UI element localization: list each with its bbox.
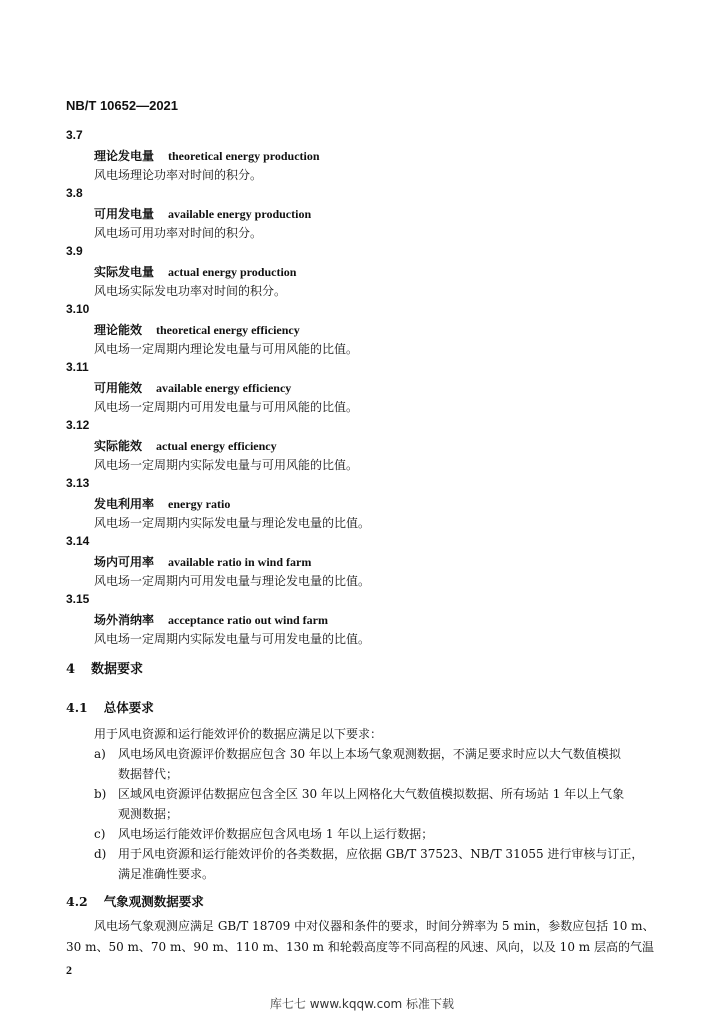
term-definition: 风电场实际发电功率对时间的积分。 (94, 284, 287, 298)
term-zh: 发电利用率 (94, 497, 155, 511)
term-zh: 实际能效 (94, 439, 143, 453)
paragraph: 风电场气象观测应满足 GB/T 18709 中对仪器和条件的要求，时间分辨率为 5 min，参数应包括 10 m、 (94, 919, 655, 933)
paragraph-continuation: 30 m、50 m、70 m、90 m、110 m、130 m 和轮毂高度等不同高程的风速、风向，以及 10 m 层高的气温 (66, 940, 654, 954)
term-definition: 风电场理论功率对时间的积分。 (94, 168, 263, 182)
clause-number: 3.13 (66, 476, 90, 490)
term-en: actual energy production (168, 265, 297, 279)
term-zh: 场内可用率 (94, 555, 155, 569)
term-zh: 理论能效 (94, 323, 143, 337)
list-label: d) (94, 847, 107, 861)
term-heading (94, 263, 296, 280)
term-heading (94, 437, 277, 454)
section-heading (66, 658, 143, 677)
list-label: b) (94, 787, 107, 801)
clause-number: 3.7 (66, 128, 83, 142)
list-label: c) (94, 827, 106, 841)
term-zh: 可用发电量 (94, 207, 155, 221)
term-en: actual energy efficiency (156, 439, 277, 453)
paragraph: 用于风电资源和运行能效评价的数据应满足以下要求： (94, 727, 383, 741)
term-definition: 风电场一定周期内可用发电量与理论发电量的比值。 (94, 574, 371, 588)
term-heading (94, 495, 230, 512)
subsection-number: 4.1 (66, 700, 88, 715)
term-heading (94, 611, 328, 628)
term-zh: 场外消纳率 (94, 613, 155, 627)
term-zh: 实际发电量 (94, 265, 155, 279)
term-heading (94, 379, 291, 396)
list-label: a) (94, 747, 106, 761)
subsection-title: 气象观测数据要求 (103, 894, 204, 909)
footer-watermark: 库七七 www.kqqw.com 标准下载 (269, 997, 455, 1011)
clause-number: 3.12 (66, 418, 90, 432)
term-heading (94, 553, 311, 570)
section-title: 数据要求 (91, 662, 144, 677)
term-definition: 风电场一定周期内实际发电量与可用风能的比值。 (94, 458, 359, 472)
list-item-continuation: 观测数据； (118, 807, 179, 821)
term-definition: 风电场一定周期内理论发电量与可用风能的比值。 (94, 342, 359, 356)
term-en: acceptance ratio out wind farm (168, 613, 328, 627)
list-item (94, 745, 621, 762)
list-item-continuation: 数据替代； (118, 767, 179, 781)
standard-code: NB/T 10652—2021 (66, 98, 179, 113)
subsection-title: 总体要求 (103, 700, 154, 715)
term-heading (94, 147, 320, 164)
clause-number: 3.15 (66, 592, 90, 606)
term-definition: 风电场一定周期内实际发电量与理论发电量的比值。 (94, 516, 371, 530)
term-definition: 风电场可用功率对时间的积分。 (94, 226, 263, 240)
clause-number: 3.11 (66, 360, 89, 374)
term-heading (94, 205, 311, 222)
list-item (94, 825, 433, 842)
term-definition: 风电场一定周期内可用发电量与可用风能的比值。 (94, 400, 359, 414)
subsection-heading (66, 892, 204, 910)
term-heading (94, 321, 300, 338)
term-en: available energy efficiency (156, 381, 292, 395)
list-text: 用于风电资源和运行能效评价的各类数据，应依据 GB/T 37523、NB/T 31055 进行审核与订正， (118, 847, 644, 861)
section-number: 4 (66, 662, 76, 677)
clause-number: 3.14 (66, 534, 90, 548)
clause-number: 3.9 (66, 244, 83, 258)
term-zh: 理论发电量 (94, 149, 155, 163)
list-text: 风电场运行能效评价数据应包含风电场 1 年以上运行数据； (118, 827, 434, 841)
term-en: available energy production (168, 207, 312, 221)
term-zh: 可用能效 (94, 381, 143, 395)
term-definition: 风电场一定周期内实际发电量与可用发电量的比值。 (94, 632, 371, 646)
clause-number: 3.8 (66, 186, 83, 200)
clause-number: 3.10 (66, 302, 90, 316)
term-en: available ratio in wind farm (168, 555, 312, 569)
subsection-number: 4.2 (66, 894, 88, 909)
term-en: theoretical energy production (168, 149, 320, 163)
list-item (94, 785, 624, 802)
list-item (94, 845, 643, 862)
page-number: 2 (66, 963, 72, 977)
subsection-heading (66, 698, 154, 716)
term-en: energy ratio (168, 497, 231, 511)
term-en: theoretical energy efficiency (156, 323, 300, 337)
list-text: 风电场风电资源评价数据应包含 30 年以上本场气象观测数据，不满足要求时应以大气数值模拟 (118, 747, 621, 761)
list-item-continuation: 满足准确性要求。 (118, 867, 215, 881)
list-text: 区域风电资源评估数据应包含全区 30 年以上网格化大气数值模拟数据、所有场站 1 年以上气象 (118, 787, 625, 801)
